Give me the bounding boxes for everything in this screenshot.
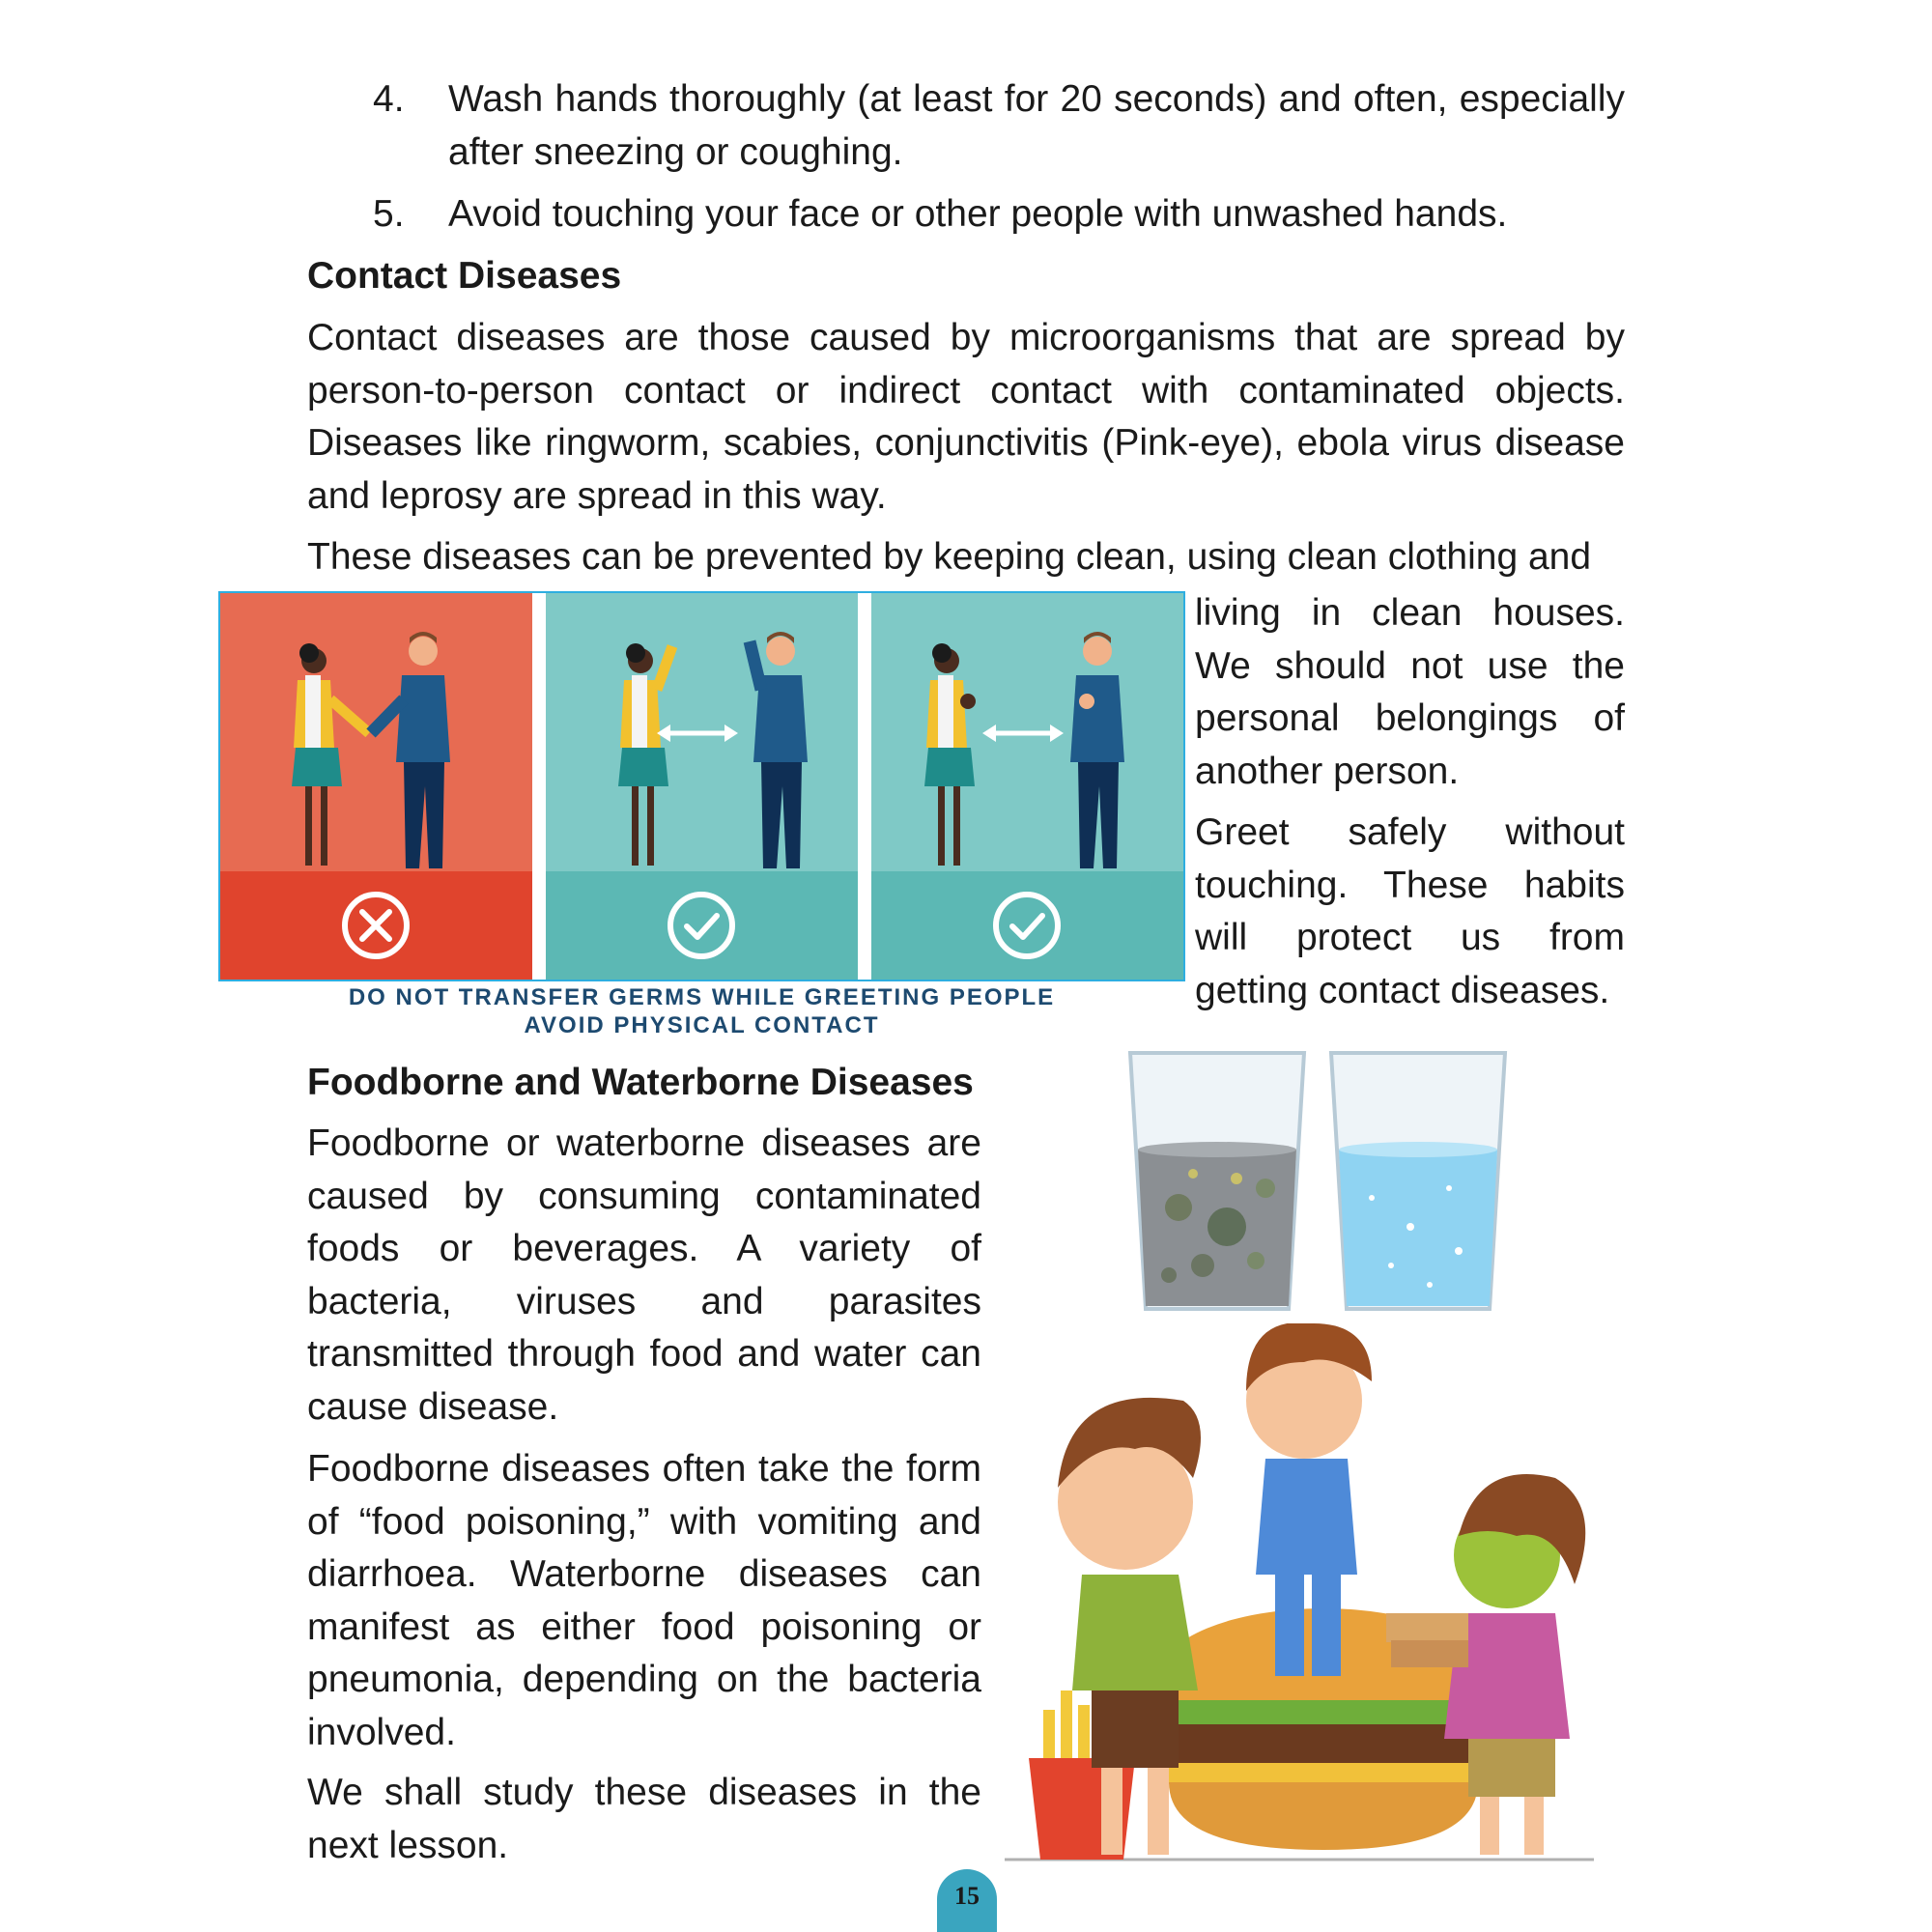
wave-bar: [546, 871, 858, 980]
namaste-bar: [871, 871, 1183, 980]
greeting-illustration: [220, 593, 1183, 980]
list-number: 5.: [373, 193, 405, 235]
foodborne-heading: Foodborne and Waterborne Diseases: [307, 1062, 974, 1103]
foodborne-paragraph-3: We shall study these diseases in the next lesson.: [307, 1772, 981, 1866]
caption-line-2: AVOID PHYSICAL CONTACT: [524, 1012, 880, 1038]
contact-prevention-line: These diseases can be prevented by keeping clean, using clean clothing and: [307, 536, 1592, 578]
sick-children-illustration: [1005, 1323, 1623, 1864]
foodborne-paragraph-2: Foodborne diseases often take the form of “food poisoning,” with vomiting and diarrhoea. Waterborne diseases can manifest as either food poisoning or pneumonia, depending on the bacteria involved.: [307, 1448, 981, 1753]
list-item: [373, 188, 1625, 246]
food-boxes: [1386, 1613, 1468, 1667]
clean-water-glass: [1331, 1053, 1505, 1309]
contact-diseases-heading: Contact Diseases: [307, 255, 622, 297]
list-number: 4.: [373, 78, 405, 120]
contact-diseases-paragraph: Contact diseases are those caused by microorganisms that are spread by person-to-person contact or indirect contact with contaminated objects. Diseases like ringworm, scabies, conjunctivitis (Pink-eye), ebola virus disease and leprosy are spread in this way.: [307, 317, 1625, 517]
list-text: Wash hands thoroughly (at least for 20 seconds) and often, especially after sneezing or coughing.: [448, 78, 1625, 173]
caption-line-1: DO NOT TRANSFER GERMS WHILE GREETING PEOPLE: [348, 984, 1056, 1010]
contact-prevention-paragraph: living in clean houses. We should not use the personal belongings of another person.: [1195, 592, 1625, 792]
dirty-water-glass: [1130, 1053, 1304, 1309]
greet-safely-paragraph: Greet safely without touching. These habits will protect us from getting contact diseases.: [1195, 811, 1625, 1011]
list-text: Avoid touching your face or other people with unwashed hands.: [448, 193, 1508, 235]
page-number: 15: [937, 1869, 997, 1932]
list-item: [373, 73, 1625, 189]
water-glasses-illustration: [1121, 1043, 1526, 1323]
figure-caption: [220, 983, 1183, 1039]
foodborne-paragraph-1: Foodborne or waterborne diseases are caused by consuming contaminated foods or beverages. A variety of bacteria, viruses and parasites transmitted through food and water can cause disease.: [307, 1122, 981, 1428]
